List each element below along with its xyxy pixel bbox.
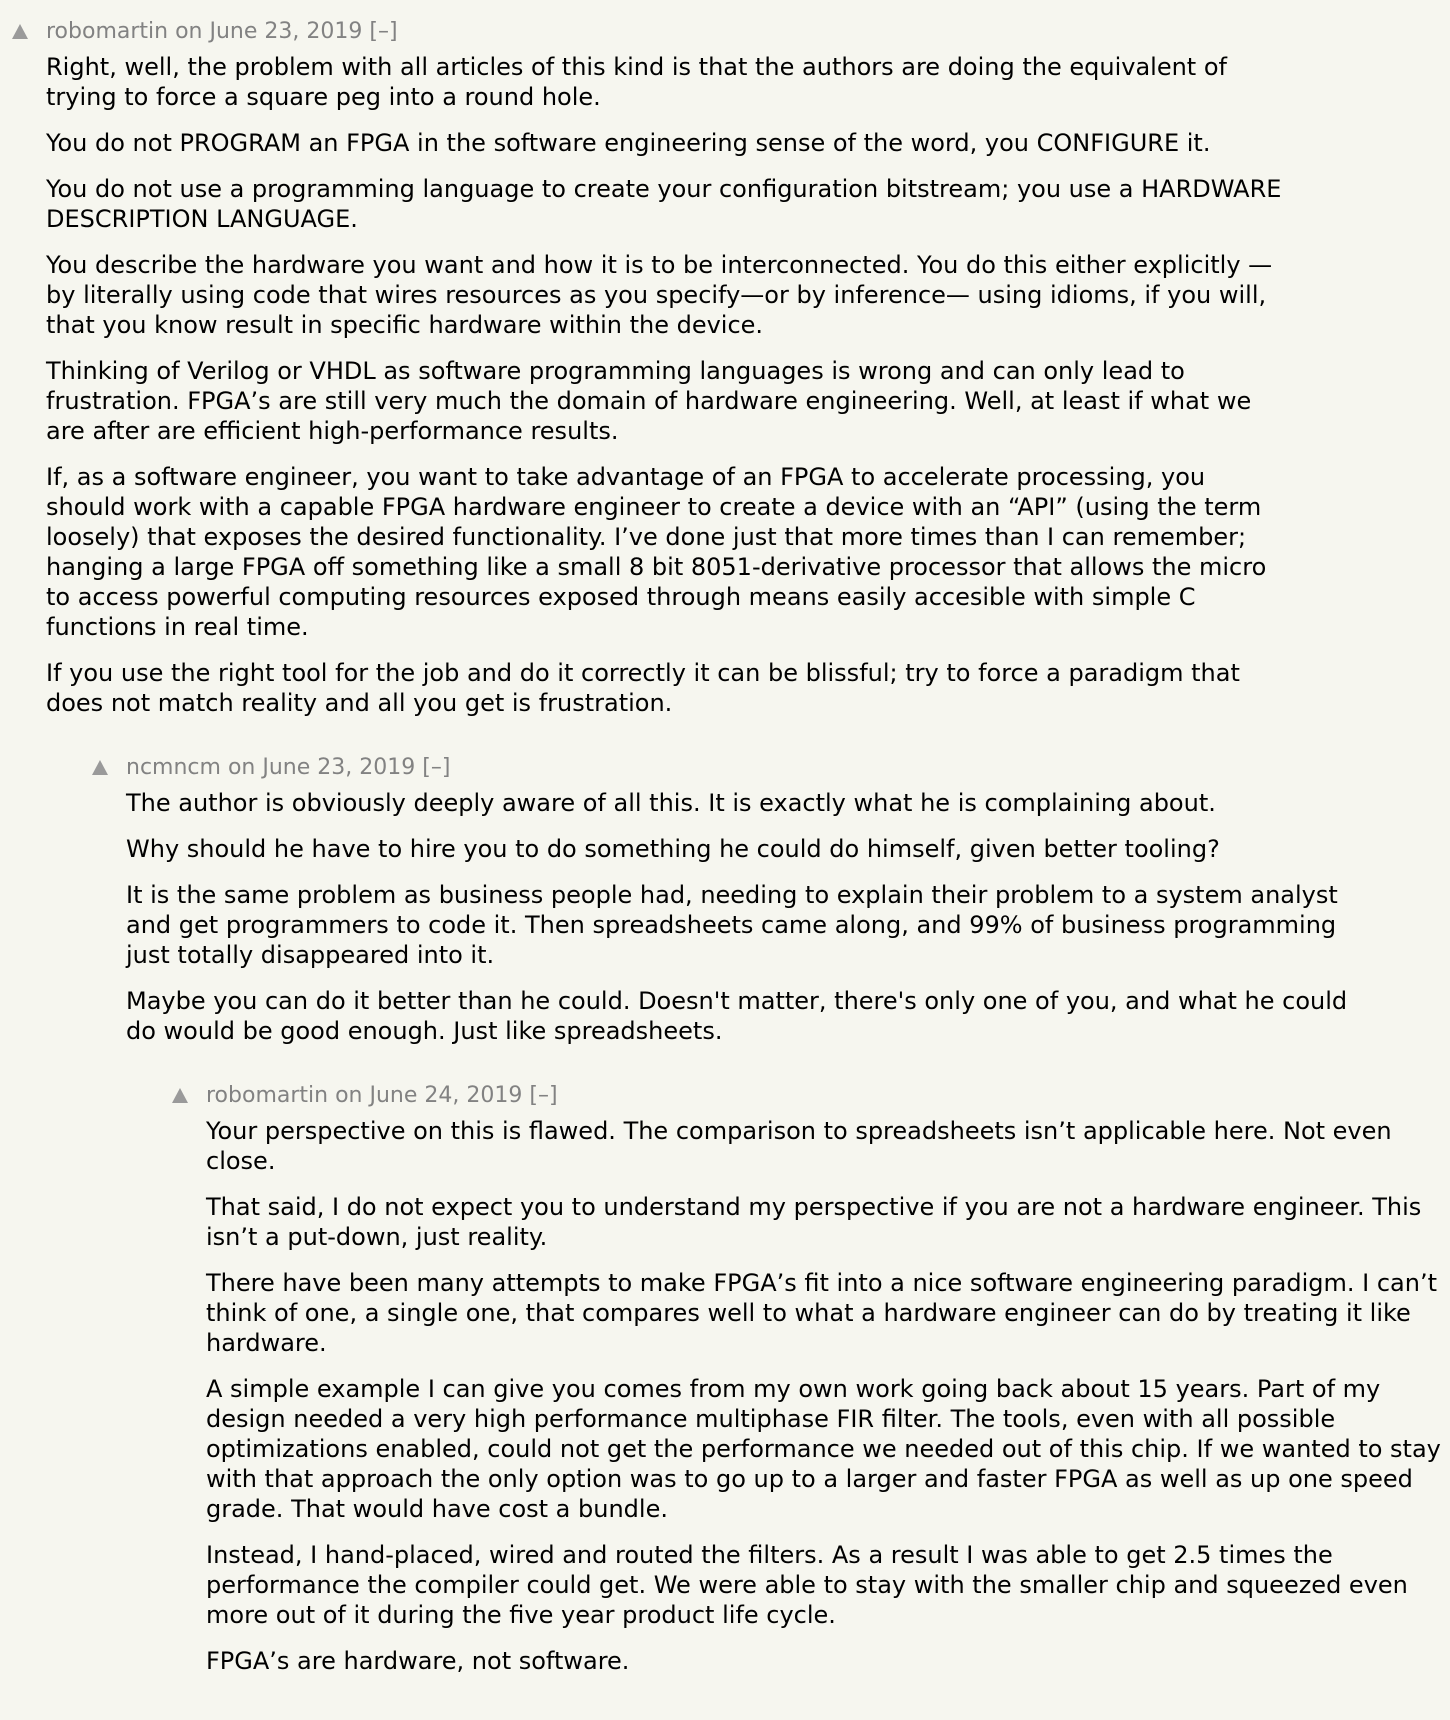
comment-paragraph: The author is obviously deeply aware of all this. It is exactly what he is complaining about.	[126, 789, 1216, 817]
upvote-button[interactable]	[160, 1088, 206, 1103]
comment-paragraph: FPGA’s are hardware, not software.	[206, 1647, 630, 1675]
comment-header	[160, 1080, 1450, 1110]
comment-body	[206, 1116, 1446, 1676]
comment-paragraph: Maybe you can do it better than he could. Doesn't matter, there's only one of you, and what he could do would be good enough. Just like spreadsheets.	[126, 987, 1348, 1045]
comment-paragraph: You do not PROGRAM an FPGA in the software engineering sense of the word, you CONFIGURE it.	[46, 129, 1211, 157]
comment	[0, 16, 1450, 718]
comment-body	[126, 788, 1366, 1046]
upvote-button[interactable]	[0, 24, 46, 39]
comment-paragraph: Right, well, the problem with all articles of this kind is that the authors are doing the equivalent of trying to force a square peg into a round hole.	[46, 53, 1227, 111]
comment-paragraph: If, as a software engineer, you want to take advantage of an FPGA to accelerate processing, you should work with a capable FPGA hardware engineer to create a device with an “API” (using the term loosely) that exposes the desired functionality. I’ve done just that more times than I can remember; hanging a large FPGA off something like a small 8 bit 8051-derivative processor that allows the micro to access powerful computing resources exposed through means easily accesible with simple C functions in real time.	[46, 463, 1267, 641]
upvote-button[interactable]	[80, 760, 126, 775]
comment-paragraph: Instead, I hand-placed, wired and routed the filters. As a result I was able to get 2.5 times the performance the compiler could get. We were able to stay with the smaller chip and squeezed even more out of it during the five year product life cycle.	[206, 1541, 1408, 1629]
comment-author[interactable]: robomartin	[46, 18, 169, 44]
comment-author[interactable]: ncmncm	[126, 754, 221, 780]
comment-author[interactable]: robomartin	[206, 1082, 329, 1108]
comment-age[interactable]: June 23, 2019	[262, 754, 416, 780]
comment-paragraph: You do not use a programming language to create your configuration bitstream; you use a HARDWARE DESCRIPTION LANGUAGE.	[46, 175, 1282, 233]
comment-age[interactable]: June 23, 2019	[209, 18, 363, 44]
comment-paragraph: Your perspective on this is flawed. The comparison to spreadsheets isn’t applicable here. Not even close.	[206, 1117, 1392, 1175]
comment-body	[46, 52, 1286, 718]
comment-paragraph: Thinking of Verilog or VHDL as software programming languages is wrong and can only lead to frustration. FPGA’s are still very much the domain of hardware engineering. Well, at least if what we are after are efficient high-performance results.	[46, 357, 1252, 445]
comment-age[interactable]: June 24, 2019	[369, 1082, 523, 1108]
upvote-triangle-icon	[12, 24, 28, 39]
on-label: on	[227, 754, 256, 780]
collapse-toggle[interactable]: [–]	[369, 18, 398, 44]
comment-paragraph: Why should he have to hire you to do something he could do himself, given better tooling?	[126, 835, 1220, 863]
upvote-triangle-icon	[172, 1088, 188, 1103]
comment-reply	[80, 752, 1450, 1046]
comment-header	[0, 16, 1450, 46]
collapse-toggle[interactable]: [–]	[422, 754, 451, 780]
comment-reply	[160, 1080, 1450, 1676]
upvote-triangle-icon	[92, 760, 108, 775]
comment-paragraph: That said, I do not expect you to understand my perspective if you are not a hardware engineer. This isn’t a put-down, just reality.	[206, 1193, 1422, 1251]
comment-paragraph: A simple example I can give you comes from my own work going back about 15 years. Part of my design needed a very high performance multiphase FIR filter. The tools, even with all possible optimizations enabled, could not get the performance we needed out of this chip. If we wanted to stay with that approach the only option was to go up to a larger and faster FPGA as well as up one speed grade. That would have cost a bundle.	[206, 1375, 1441, 1523]
comment-paragraph: If you use the right tool for the job and do it correctly it can be blissful; try to force a paradigm that does not match reality and all you get is frustration.	[46, 659, 1240, 717]
on-label: on	[175, 18, 203, 44]
comment-paragraph: You describe the hardware you want and how it is to be interconnected. You do this either explicitly — by literally using code that wires resources as you specify—or by inference— using idioms, if you will, that you know result in specific hardware within the device.	[46, 251, 1273, 339]
comment-header	[80, 752, 1450, 782]
collapse-toggle[interactable]: [–]	[529, 1082, 558, 1108]
comment-paragraph: There have been many attempts to make FPGA’s fit into a nice software engineering paradigm. I can’t think of one, a single one, that compares well to what a hardware engineer can do by treating it like hardware.	[206, 1269, 1438, 1357]
on-label: on	[335, 1082, 363, 1108]
comment-paragraph: It is the same problem as business people had, needing to explain their problem to a system analyst and get programmers to code it. Then spreadsheets came along, and 99% of business programming just totally disappeared into it.	[126, 881, 1338, 969]
